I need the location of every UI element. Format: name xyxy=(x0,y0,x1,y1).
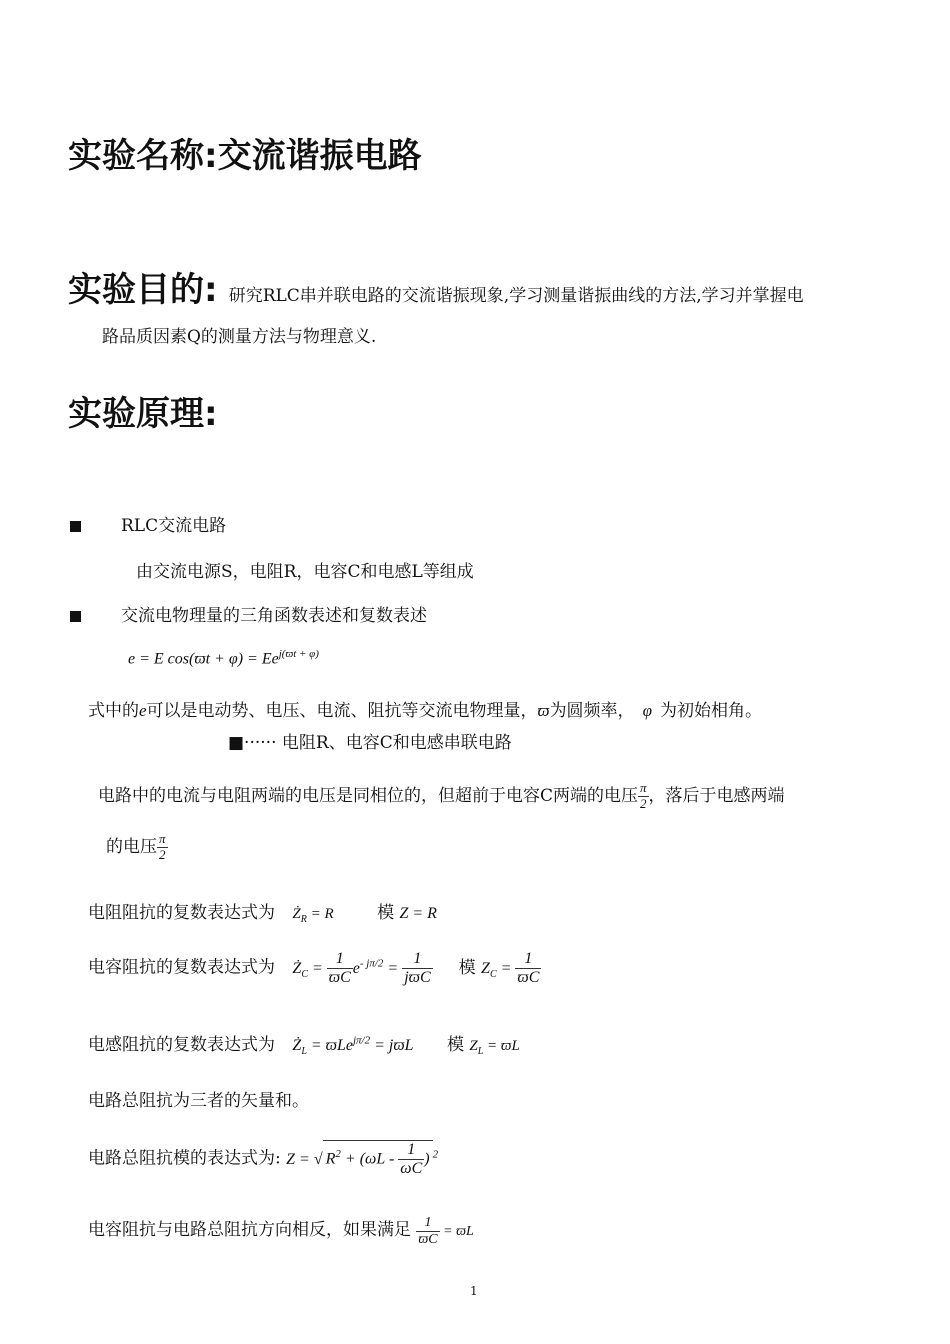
explain-line xyxy=(88,696,762,721)
total-line2-text: 电路总阻抗模的表达式为: xyxy=(88,1148,281,1169)
bullet-1-icon xyxy=(70,517,81,536)
series-two-1: 2 xyxy=(640,796,647,811)
purpose-text-1: 研究RLC串并联电路的交流谐振现象,学习测量谐振曲线的方法,学习并掌握电 xyxy=(228,286,804,306)
impedance-r-label: 电阻阻抗的复数表达式为 xyxy=(88,903,275,923)
title-label: 实验名称: xyxy=(68,136,218,176)
series-para-1 xyxy=(98,776,785,816)
total-formula: Z = √ $R^2 + (\omega L$ - $\frac{1}{\omega C}$ ) $^2$ xyxy=(286,1141,439,1178)
impedance-l-mod: $Z_L = ϖL$ xyxy=(469,1038,520,1057)
impedance-c-row xyxy=(88,950,541,988)
formula-e xyxy=(128,648,319,668)
resonance-condition: $\frac{1}{ϖC}$ = ϖL xyxy=(418,1215,474,1248)
formula-e-lhs: e = E cos(ϖt + φ) = Ee xyxy=(128,650,279,668)
impedance-r-mod: Z = R xyxy=(399,905,437,922)
explain-p3: 为圆频率， xyxy=(549,701,635,721)
series-pi-2: π xyxy=(159,831,166,847)
impedance-c-mod: $Z_C$ = $\frac{1}{ϖC}$ xyxy=(481,950,540,987)
explain-p2: 可以是电动势、电压、电流、阻抗等交流电物理量， xyxy=(146,701,538,721)
series-heading: ■······ 电阻R、电容C和电感串联电路 xyxy=(228,733,512,753)
impedance-r-mod-label: 模 xyxy=(377,903,395,923)
series-para-2 xyxy=(106,832,168,863)
explain-p4: 为初始相角。 xyxy=(659,701,762,721)
purpose-label: 实验目的: xyxy=(68,270,218,310)
series-pi-1: π xyxy=(640,780,647,796)
explain-phi: φ xyxy=(642,701,652,720)
principle-heading: 实验原理: xyxy=(68,394,218,434)
impedance-l-row xyxy=(88,1030,520,1057)
impedance-c-label: 电容阻抗的复数表达式为 xyxy=(88,957,275,978)
formula-e-exp: j(ϖt + φ) xyxy=(278,648,319,660)
impedance-l-mod-label: 模 xyxy=(446,1035,464,1055)
explain-omega: ϖ xyxy=(537,701,550,720)
bullet-1-desc: 由交流电源S，电阻R，电容C和电感L等组成 xyxy=(136,562,474,582)
impedance-r-row xyxy=(88,898,437,925)
title-value: 交流谐振电路 xyxy=(217,136,422,176)
series-two-2: 2 xyxy=(159,847,166,862)
series-para1-text: 电路中的电流与电阻两端的电压是同相位的，但超前于电容C两端的电压 xyxy=(98,786,639,806)
total-line-1: 电路总阻抗为三者的矢量和。 xyxy=(88,1091,309,1111)
impedance-l-label: 电感阻抗的复数表达式为 xyxy=(88,1035,275,1055)
total-line-3 xyxy=(88,1215,474,1248)
explain-p1: 式中的 xyxy=(88,701,139,721)
bullet-2-icon xyxy=(70,607,81,626)
total-line3-text: 电容阻抗与电路总阻抗方向相反，如果满足 xyxy=(88,1220,411,1240)
impedance-r-formula: $Ż_R = R$ xyxy=(292,906,334,925)
series-para2-text: 的电压 xyxy=(106,837,157,857)
total-line-2 xyxy=(88,1140,438,1179)
explain-e: e xyxy=(139,701,147,720)
purpose-text-2: 路品质因素Q的测量方法与物理意义. xyxy=(102,327,377,347)
impedance-l-formula: $Ż_L = ϖLe^{j\pi/2} = jϖL$ xyxy=(292,1034,414,1058)
bullet-1-text: RLC交流电路 xyxy=(121,516,227,536)
impedance-c-mod-label: 模 xyxy=(458,957,476,978)
bullet-2-text: 交流电物理量的三角函数表述和复数表述 xyxy=(121,606,427,626)
page-number: 1 xyxy=(470,1284,478,1298)
purpose-line1 xyxy=(68,262,804,311)
series-para1-end: ，落后于电感两端 xyxy=(648,786,785,806)
page-title xyxy=(68,128,422,177)
impedance-c-formula: $Ż_C$ = $\frac{1}{ϖC}$ $e^{- j\pi/2}$ = $\frac{1}{\text{jϖC}}$ xyxy=(292,950,431,987)
